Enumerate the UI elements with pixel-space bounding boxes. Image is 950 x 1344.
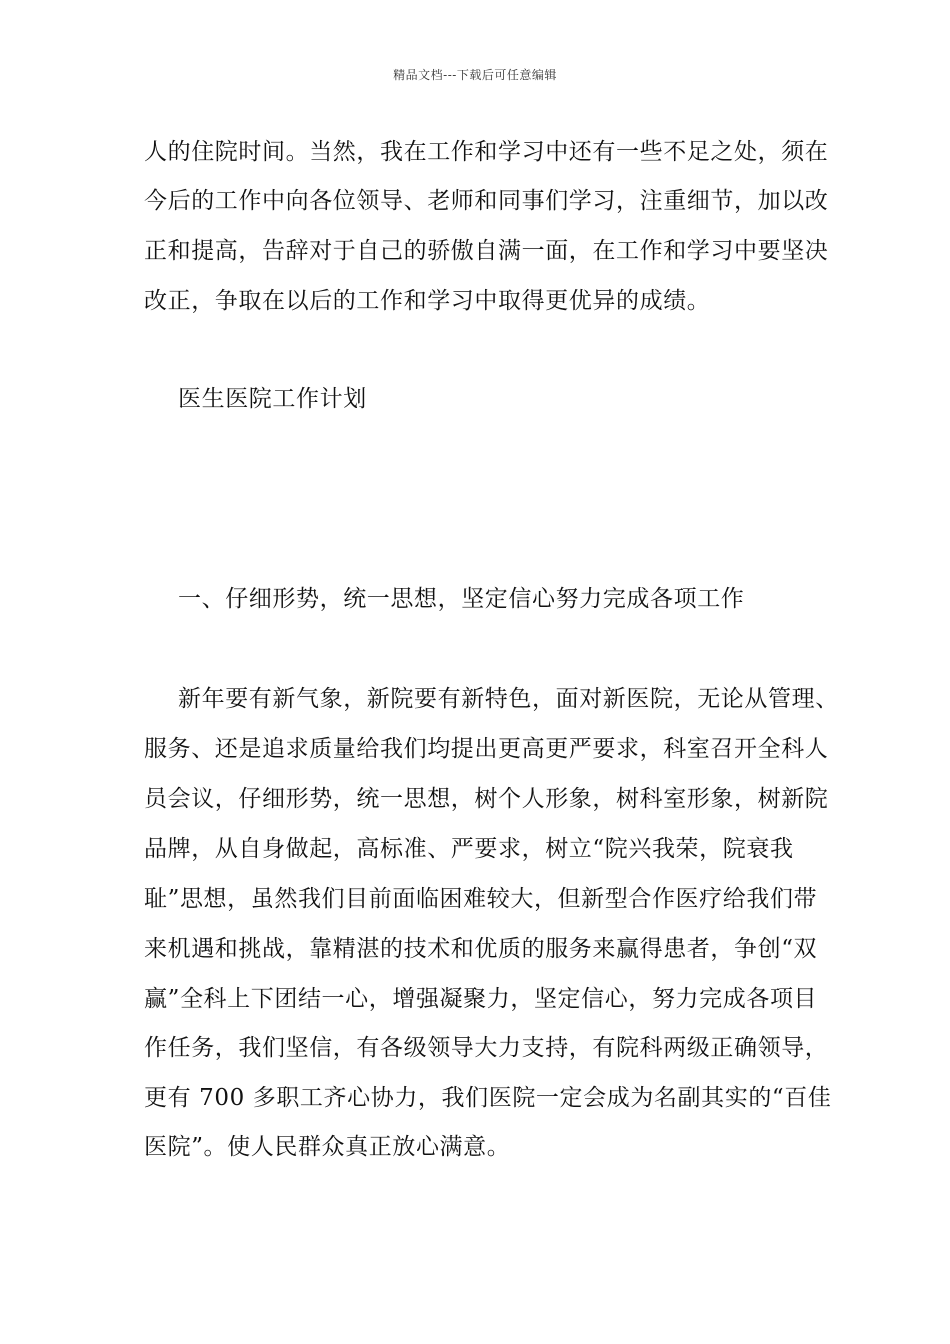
page-header: 精品文档---下载后可任意编辑 — [393, 68, 557, 82]
paragraph-line: 员会议，仔细形势，统一思想，树个人形象，树科室形象，树新院 — [144, 786, 829, 812]
paragraph-line: 更有 700 多职工齐心协力，我们医院一定会成为名副其实的“百佳 — [144, 1085, 832, 1111]
paragraph-line: 耻”思想，虽然我们目前面临困难较大，但新型合作医疗给我们带 — [144, 886, 818, 912]
paragraph-line: 新年要有新气象，新院要有新特色，面对新医院，无论从管理、 — [178, 686, 839, 712]
paragraph-line: 品牌，从自身做起，高标准、严要求，树立“院兴我荣，院衰我 — [144, 836, 794, 862]
paragraph-line: 改正，争取在以后的工作和学习中取得更优异的成绩。 — [144, 288, 711, 314]
paragraph-line: 正和提高，告辞对于自己的骄傲自满一面，在工作和学习中要坚决 — [144, 238, 829, 264]
paragraph-line: 医院”。使人民群众真正放心满意。 — [144, 1134, 511, 1160]
section-heading: 一、仔细形势，统一思想，坚定信心努力完成各项工作 — [178, 586, 745, 612]
paragraph-line: 赢”全科上下团结一心，增强凝聚力，坚定信心，努力完成各项目 — [144, 986, 818, 1012]
paragraph-line: 今后的工作中向各位领导、老师和同事们学习，注重细节，加以改 — [144, 188, 829, 214]
paragraph-line: 作任务，我们坚信，有各级领导大力支持，有院科两级正确领导， — [144, 1035, 829, 1061]
paragraph-line: 服务、还是追求质量给我们均提出更高更严要求，科室召开全科人 — [144, 736, 829, 762]
paragraph-line: 人的住院时间。当然，我在工作和学习中还有一些不足之处，须在 — [144, 139, 829, 165]
paragraph-line: 来机遇和挑战，靠精湛的技术和优质的服务来赢得患者，争创“双 — [144, 936, 818, 962]
document-title: 医生医院工作计划 — [178, 386, 367, 412]
